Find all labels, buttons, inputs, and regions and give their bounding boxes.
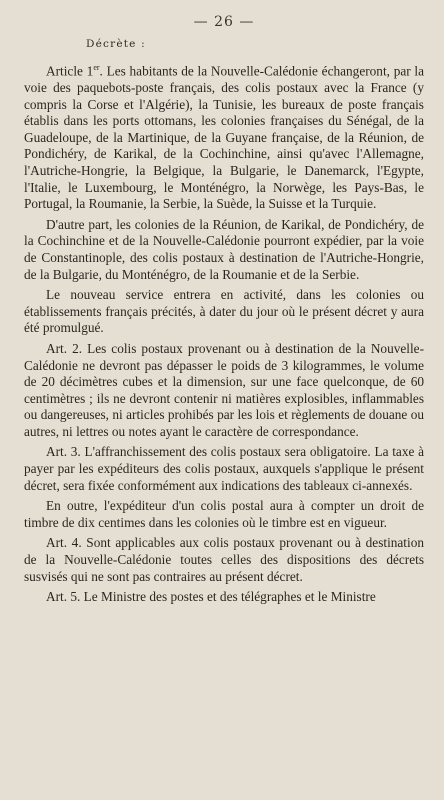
colonies-expedition-paragraph: D'autre part, les colonies de la Réunion, de Karikal, de Pondichéry, de la Cochinchine et de la Nouvelle-Calédonie pourront expédier, par la voie de Constantinople, des colis postaux à destination de l'Autriche-Hongrie, de la Bulgarie, du Monténégro, de la Roumanie et de la Serbie. — [24, 216, 424, 282]
article-2-paragraph: Art. 2. Les colis postaux provenant ou à destination de la Nouvelle-Calédonie ne devront pas dépasser le poids de 3 kilogrammes, le volume de 20 décimètres cubes et la dimension, sur une face quelconque, de 60 centimètres ; ils ne devront contenir ni matières explosibles, inflammables ou dangereuses, ni articles prohibés par les lois et règlements de douane ou autres, ni lettres ou notes ayant le caractère de correspondance. — [24, 340, 424, 439]
stamp-duty-paragraph: En outre, l'expéditeur d'un colis postal aura à compter un droit de timbre de dix centimes dans les colonies où le timbre est en vigueur. — [24, 498, 424, 530]
page-number-header: — 26 — — [193, 14, 255, 30]
article-3-paragraph: Art. 3. L'affranchissement des colis postaux sera obligatoire. La taxe à payer par les expéditeurs des colis postaux, auxquels s'applique le présent décret, sera fixée conformément aux indications des tableaux ci-annexés. — [24, 444, 424, 493]
article-1-paragraph: Article 1er. Les habitants de la Nouvelle-Calédonie échangeront, par la voie des paquebots-poste français, des colis postaux avec la France (y compris la Corse et l'Algérie), la Tunisie, les bureaux de poste français établis dans les ports ottomans, les colonies françaises du Sénégal, de la Guadeloupe, de la Martinique, de la Guyane française, de la Réunion, de Pondichéry, de Karikal, de la Cochinchine, ainsi qu'avec l'Allemagne, l'Autriche-Hongrie, la Belgique, la Bulgarie, le Danemarck, l'Egypte, l'Italie, le Luxembourg, le Monténégro, la Norwège, les Pays-Bas, le Portugal, la Roumanie, la Serbie, la Suède, la Suisse et la Turquie. — [24, 63, 425, 212]
service-activation-paragraph: Le nouveau service entrera en activité, dans les colonies ou établissements français précités, à dater du jour où le présent décret y aura été promulgué. — [24, 287, 424, 336]
decree-heading: Décrète : — [86, 38, 146, 50]
article-4-paragraph: Art. 4. Sont applicables aux colis postaux provenant ou à destination de la Nouvelle-Calédonie toutes celles des dispositions des décrets susvisés qui ne sont pas contraires au présent décret. — [24, 535, 424, 584]
article-5-paragraph: Art. 5. Le Ministre des postes et des télégraphes et le Ministre — [46, 589, 376, 605]
